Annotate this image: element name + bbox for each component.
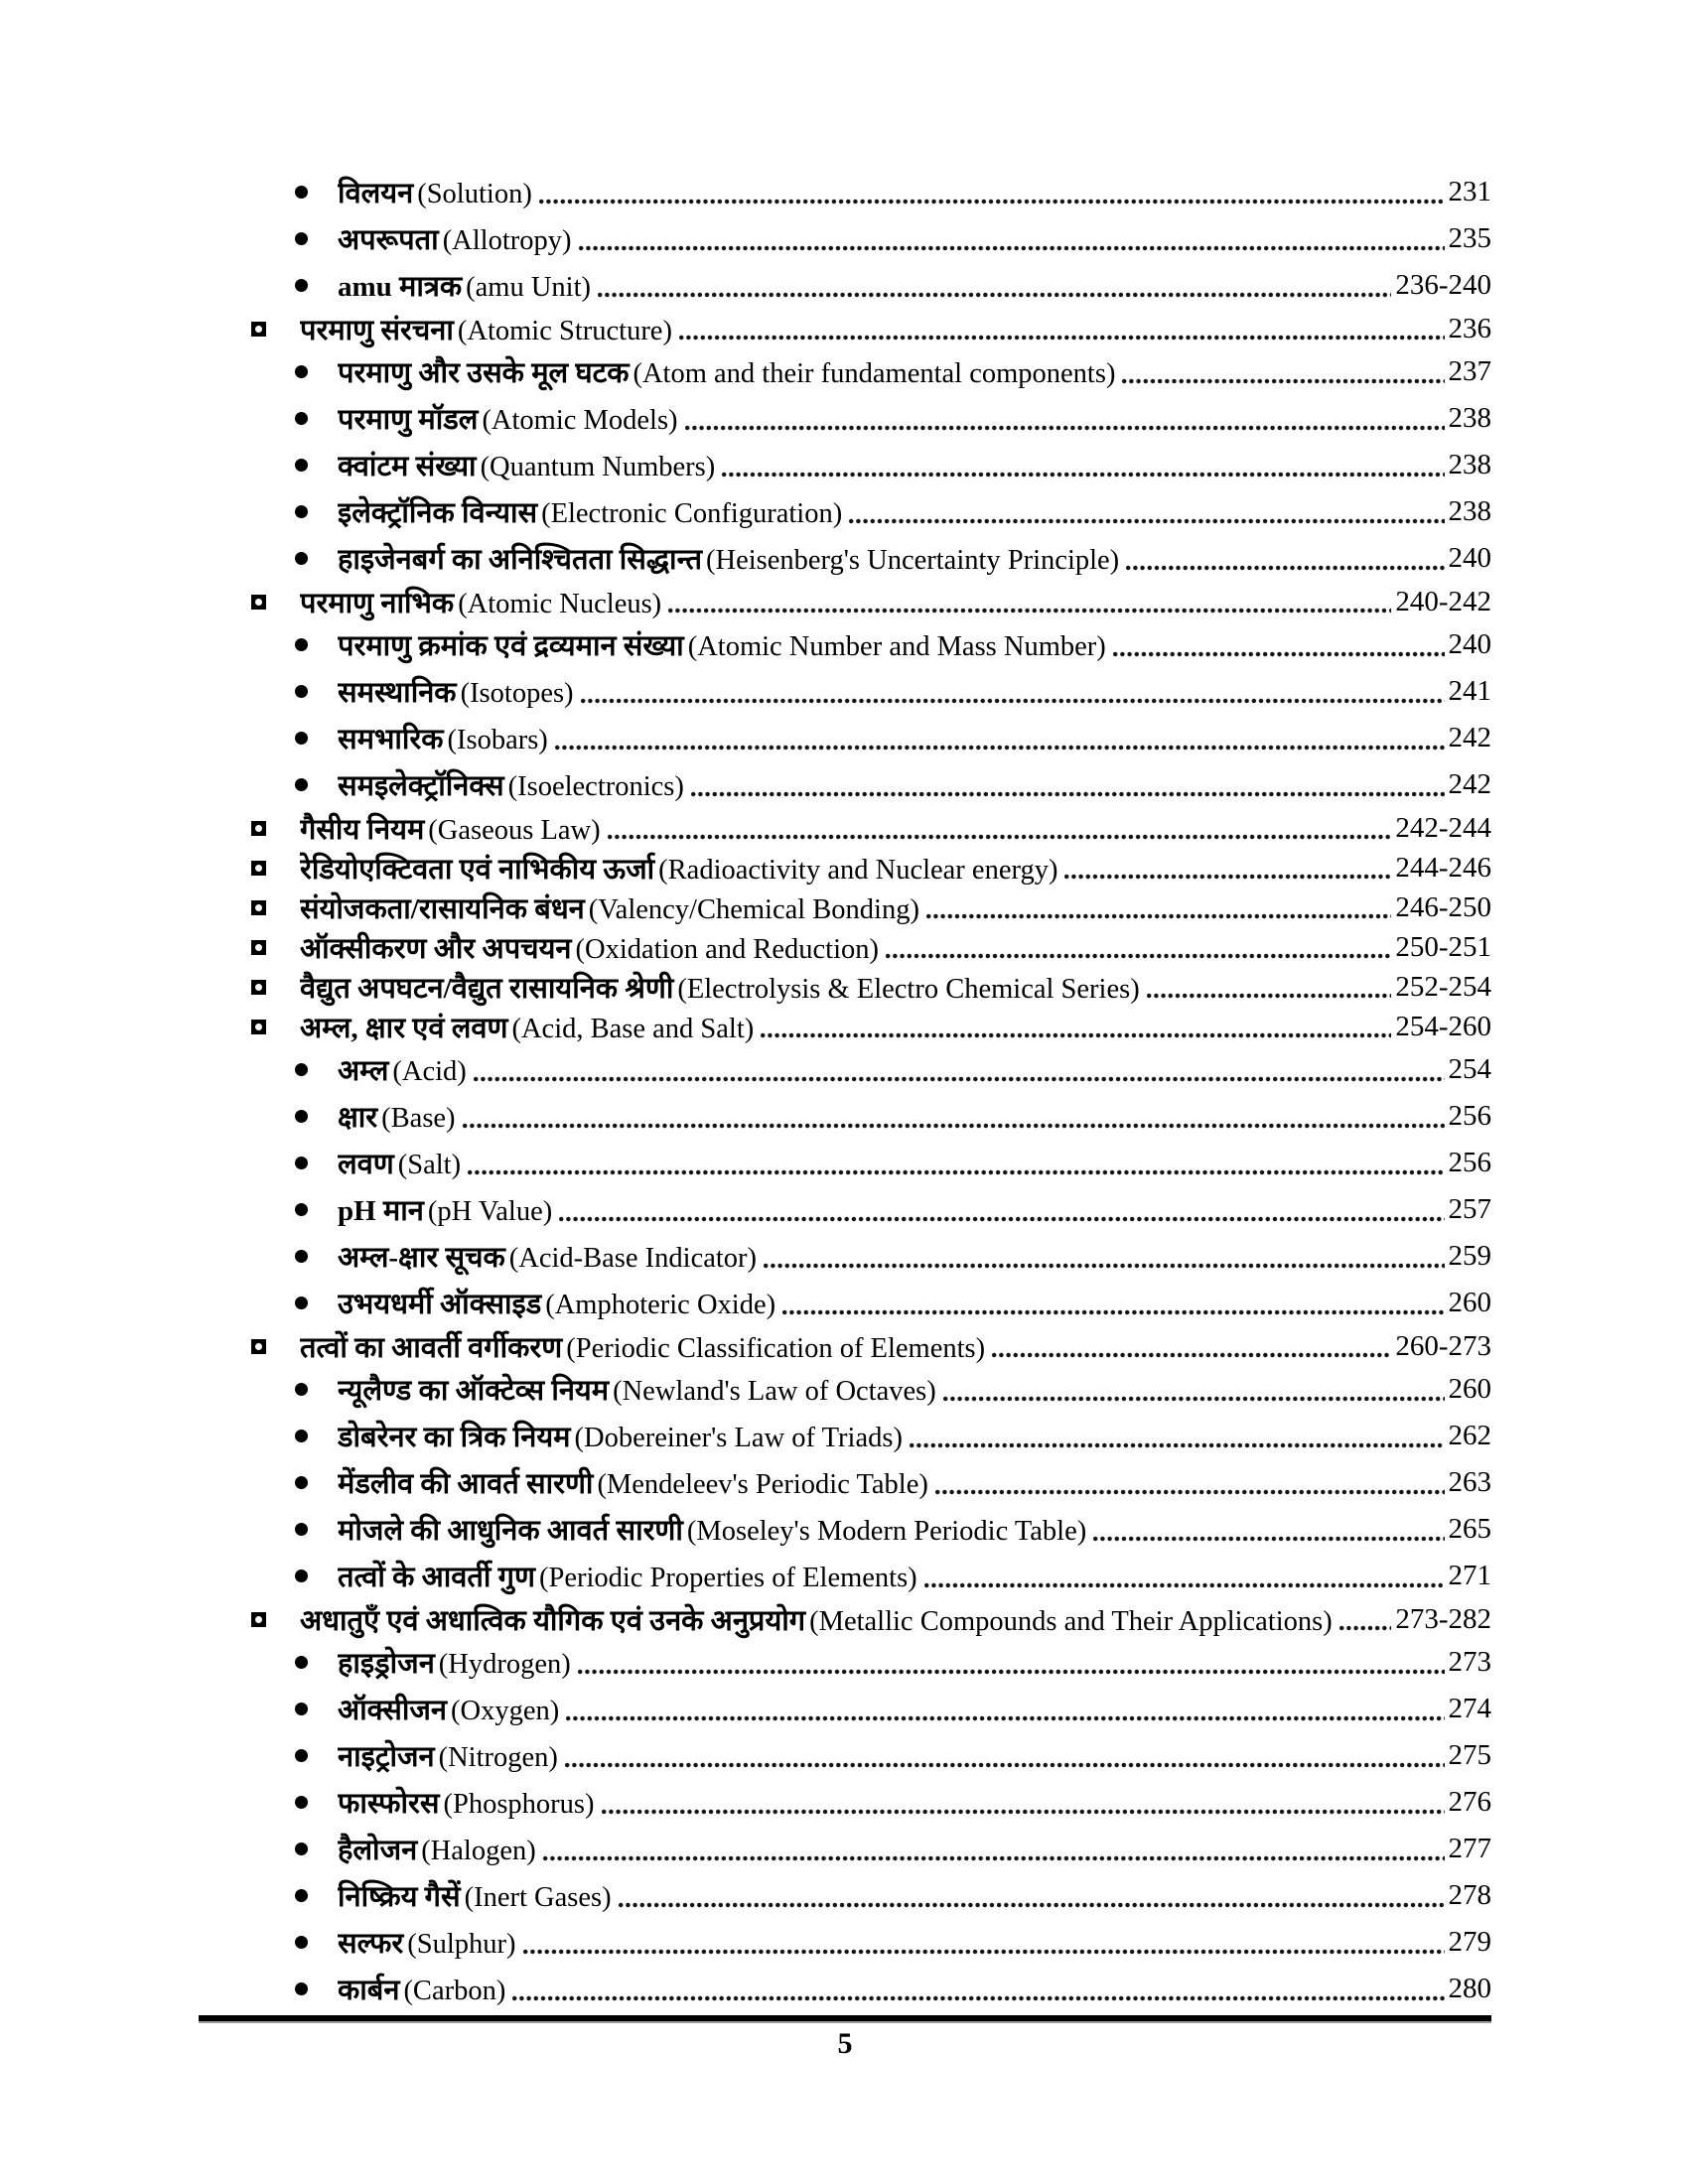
dot-leader [1126,565,1444,571]
dot-leader [578,1669,1445,1675]
toc-entry-label [338,1463,928,1502]
toc-entry-page: 240 [1448,628,1491,660]
dot-leader [523,1949,1445,1955]
toc-entry-page: 256 [1448,1147,1491,1178]
toc-entry-hindi: वैद्युत अपघटन/वैद्युत रासायनिक श्रेणी [300,972,674,1005]
toc-entry-page: 280 [1448,1973,1491,2004]
dot-bullet-icon [295,1936,308,1949]
toc-entry-hindi: नाइट्रोजन [338,1741,435,1773]
toc-item-row [199,1366,1491,1413]
toc-entry-english: (Atomic Nucleus) [458,588,662,619]
dot-leader [910,1442,1445,1448]
toc-item-row [199,1872,1491,1919]
toc-section-row [199,1007,1491,1046]
dot-leader [1093,1536,1444,1542]
dot-leader [1122,378,1444,384]
square-bullet-icon [251,1020,266,1034]
toc-entry-english: (Base) [381,1103,456,1134]
toc-entry-hindi: तत्वों के आवर्ती गुण [338,1562,535,1593]
toc-entry-label [300,888,919,927]
toc-entry-hindi: परमाणु नाभिक [300,587,455,619]
toc-entry-label [338,1557,917,1595]
dot-bullet-icon [295,232,308,245]
toc-entry-english: (Isoelectronics) [507,771,684,802]
dot-leader [539,199,1445,205]
toc-entry-hindi: अम्ल-क्षार सूचक [338,1242,505,1274]
dot-bullet-icon [295,1523,308,1536]
toc-entry-english: (Periodic Properties of Elements) [538,1563,917,1593]
toc-entry-hindi: समइलेक्ट्रॉनिक्स [338,770,504,802]
toc-entry-page: 242 [1448,768,1491,800]
toc-item-row [199,1140,1491,1186]
toc-entry-label [300,583,661,621]
toc-item-row [199,1826,1491,1872]
toc-entry-english: (Salt) [397,1150,462,1180]
dot-bullet-icon [295,778,308,791]
toc-entry-page: 278 [1448,1879,1491,1911]
toc-entry-hindi: कार्बन [338,1975,400,2006]
toc-item-row [199,262,1491,309]
toc-entry-label [338,539,1119,578]
dot-bullet-icon [295,1250,308,1263]
toc-section-row [199,309,1491,348]
toc-section-row [199,808,1491,848]
toc-entry-hindi: मोजले की आधुनिक आवर्त सारणी [338,1515,683,1547]
toc-item-row [199,1186,1491,1233]
toc-entry-label [300,310,672,348]
dot-bullet-icon [295,279,308,292]
toc-entry-label [338,1097,456,1136]
dot-leader [849,518,1444,524]
toc-entry-label [338,1876,612,1915]
dot-leader [598,292,1391,298]
dot-leader [679,335,1445,341]
toc-entry-page: 273-282 [1395,1602,1491,1635]
toc-entry-english: (Hydrogen) [438,1649,571,1680]
toc-entry-hindi: न्यूलैण्ड का ऑक्टेव्स नियम [338,1375,610,1407]
toc-entry-label [338,719,548,757]
toc-entry-label [338,1237,757,1276]
dot-leader [581,698,1445,704]
toc-entry-label [338,1783,595,1822]
dot-leader [691,791,1445,797]
toc-item-row [199,488,1491,535]
toc-entry-english: (Acid-Base Indicator) [508,1243,758,1274]
footer-divider [199,2015,1491,2023]
dot-leader [579,245,1445,251]
toc-entry-label [338,219,572,258]
toc-entry-page: 231 [1448,176,1491,207]
dot-leader [764,1263,1444,1269]
toc-entry-page: 259 [1448,1240,1491,1272]
toc-entry-hindi: डोबरेनर का त्रिक नियम [338,1422,571,1453]
toc-entry-hindi: क्षार [338,1102,378,1134]
toc-entry-english: (Atom and their fundamental components) [633,358,1116,389]
toc-item-row [199,1779,1491,1826]
toc-entry-page: 257 [1448,1193,1491,1225]
toc-item-row [199,535,1491,582]
toc-entry-label [338,765,684,804]
toc-entry-page: 246-250 [1395,890,1491,923]
toc-item-row [199,1280,1491,1326]
toc-entry-english: (Moseley's Modern Periodic Table) [686,1516,1087,1547]
dot-leader [668,608,1391,614]
square-bullet-icon [251,940,266,955]
toc-entry-label [338,1736,558,1775]
toc-entry-label [338,625,1106,664]
toc-entry-label [338,446,715,484]
toc-entry-hindi: परमाणु संरचना [300,314,454,346]
toc-entry-english: (Carbon) [403,1976,506,2006]
toc-entry-hindi: इलेक्ट्रॉनिक विन्यास [338,497,538,529]
toc-entry-hindi: amu मात्रक [338,271,463,303]
dot-leader [943,1396,1445,1402]
toc-entry-english: (Atomic Number and Mass Number) [687,631,1106,662]
toc-section-row [199,848,1491,887]
dot-leader [468,1169,1444,1175]
toc-entry-english: (Sulphur) [407,1929,516,1960]
toc-entry-hindi: क्वांटम संख्या [338,451,477,482]
dot-bullet-icon [295,638,308,651]
toc-entry-hindi: परमाणु क्रमांक एवं द्रव्यमान संख्या [338,630,684,662]
toc-entry-english: (Isobars) [447,725,548,755]
square-bullet-icon [251,821,266,836]
toc-entry-page: 274 [1448,1693,1491,1724]
dot-bullet-icon [295,505,308,518]
toc-entry-label [338,352,1115,391]
dot-bullet-icon [295,1063,308,1076]
toc-item-row [199,1046,1491,1093]
toc-entry-hindi: pH मान [338,1195,424,1227]
toc-entry-english: (Radioactivity and Nuclear energy) [658,854,1058,886]
toc-item-row [199,1966,1491,2012]
toc-item-row [199,1553,1491,1599]
toc-entry-english: (amu Unit) [466,272,592,303]
toc-entry-hindi: लवण [338,1149,394,1180]
toc-entry-english: (Electronic Configuration) [541,498,843,529]
toc-entry-label [338,1050,467,1089]
dot-leader [886,953,1391,959]
toc-entry-english: (pH Value) [427,1196,553,1227]
toc-entry-hindi: अधातुएँ एवं अधात्विक यौगिक एवं उनके अनुप्रयोग [300,1604,806,1637]
toc-item-row [199,668,1491,715]
square-bullet-icon [251,1612,266,1627]
dot-bullet-icon [295,1476,308,1489]
toc-entry-label [338,672,574,711]
toc-list [199,169,1491,2012]
toc-entry-page: 260 [1448,1373,1491,1405]
toc-entry-hindi: परमाणु और उसके मूल घटक [338,357,630,389]
toc-entry-hindi: तत्वों का आवर्ती वर्गीकरण [300,1331,563,1364]
toc-entry-hindi: ऑक्सीकरण और अपचयन [300,932,572,965]
toc-entry-english: (Periodic Classification of Elements) [566,1332,986,1364]
toc-item-row [199,1919,1491,1966]
toc-entry-page: 252-254 [1395,970,1491,1003]
toc-entry-hindi: उभयधर्मी ऑक्साइड [338,1289,542,1320]
toc-entry-english: (Phosphorus) [443,1789,595,1820]
toc-entry-page: 237 [1448,355,1491,387]
toc-entry-label [300,1327,985,1366]
toc-entry-english: (Mendeleev's Periodic Table) [597,1469,928,1500]
toc-entry-hindi: ऑक्सीजन [338,1695,448,1726]
dot-leader [722,472,1444,478]
dot-bullet-icon [295,552,308,565]
toc-entry-english: (Metallic Compounds and Their Applications) [809,1605,1333,1637]
toc-entry-english: (Halogen) [421,1836,536,1866]
toc-entry-label [300,849,1057,887]
toc-entry-hindi: निष्क्रिय गैसें [338,1881,461,1913]
dot-bullet-icon [295,1110,308,1123]
toc-item-row [199,348,1491,395]
toc-entry-label [338,1830,536,1868]
toc-entry-hindi: हाइजेनबर्ग का अनिश्चितता सिद्धान्त [338,544,703,576]
dot-bullet-icon [295,1796,308,1809]
toc-entry-english: (Nitrogen) [438,1742,558,1773]
toc-entry-label [300,1600,1333,1639]
toc-entry-page: 262 [1448,1420,1491,1451]
toc-entry-hindi: फास्फोरस [338,1788,440,1820]
dot-leader [1147,993,1392,999]
toc-entry-page: 242 [1448,722,1491,753]
toc-entry-label [338,399,678,438]
square-bullet-icon [251,322,266,337]
toc-entry-page: 244-246 [1395,851,1491,884]
toc-entry-english: (Valency/Chemical Bonding) [588,893,919,925]
dot-bullet-icon [295,1843,308,1855]
toc-entry-page: 260-273 [1395,1329,1491,1362]
toc-entry-label [338,1144,461,1182]
dot-leader [559,1216,1444,1222]
toc-entry-page: 263 [1448,1466,1491,1498]
toc-section-row [199,1599,1491,1639]
dot-leader [619,1902,1445,1908]
toc-entry-page: 275 [1448,1739,1491,1771]
toc-entry-page: 256 [1448,1100,1491,1132]
square-bullet-icon [251,980,266,995]
dot-leader [1064,874,1391,880]
toc-entry-label [338,1284,775,1322]
toc-entry-hindi: गैसीय नियम [300,813,425,846]
toc-section-row [199,582,1491,621]
toc-section-row [199,967,1491,1007]
dot-bullet-icon [295,1656,308,1669]
toc-entry-hindi: हैलोजन [338,1835,418,1866]
toc-entry-label [338,492,842,531]
square-bullet-icon [251,900,266,915]
dot-leader [566,1715,1444,1721]
toc-entry-hindi: अम्ल, क्षार एवं लवण [300,1012,508,1044]
dot-bullet-icon [295,365,308,378]
dot-leader [602,1809,1445,1815]
toc-entry-page: 273 [1448,1646,1491,1678]
toc-entry-page: 250-251 [1395,930,1491,963]
toc-entry-english: (Dobereiner's Law of Triads) [574,1423,903,1453]
toc-entry-page: 236-240 [1395,269,1491,301]
toc-entry-english: (Gaseous Law) [428,814,601,846]
toc-entry-page: 242-244 [1395,811,1491,844]
toc-item-row [199,621,1491,668]
toc-entry-page: 277 [1448,1833,1491,1864]
toc-entry-english: (Inert Gases) [464,1882,612,1913]
dot-leader [463,1123,1445,1129]
toc-entry-page: 240 [1448,542,1491,574]
square-bullet-icon [251,861,266,876]
toc-entry-label [338,266,591,305]
dot-bullet-icon [295,1157,308,1169]
toc-entry-english: (Quantum Numbers) [480,452,716,482]
square-bullet-icon [251,595,266,610]
dot-bullet-icon [295,412,308,425]
toc-entry-page: 260 [1448,1287,1491,1318]
toc-entry-page: 240-242 [1395,585,1491,617]
toc-entry-page: 241 [1448,675,1491,707]
toc-entry-english: (Oxidation and Reduction) [575,933,880,965]
toc-entry-hindi: समस्थानिक [338,677,457,709]
dot-bullet-icon [295,1297,308,1309]
toc-entry-english: (Acid) [392,1056,467,1087]
dot-bullet-icon [295,1889,308,1902]
toc-entry-english: (Electrolysis & Electro Chemical Series) [677,973,1140,1005]
dot-leader [1113,651,1445,657]
toc-entry-label [338,1190,552,1229]
toc-item-row [199,761,1491,808]
toc-entry-page: 236 [1448,312,1491,344]
toc-entry-english: (Newland's Law of Octaves) [613,1376,936,1407]
dot-leader [512,1995,1444,2001]
dot-bullet-icon [295,1383,308,1396]
dot-bullet-icon [295,1703,308,1715]
toc-entry-english: (Heisenberg's Uncertainty Principle) [706,545,1120,576]
toc-item-row [199,1506,1491,1553]
toc-entry-page: 271 [1448,1560,1491,1591]
toc-entry-label [338,1923,516,1962]
toc-item-row [199,395,1491,442]
dot-bullet-icon [295,1982,308,1995]
dot-leader [474,1076,1445,1082]
toc-item-row [199,1413,1491,1459]
dot-bullet-icon [295,1749,308,1762]
dot-bullet-icon [295,685,308,698]
toc-entry-hindi: मेंडलीव की आवर्त सारणी [338,1468,594,1500]
toc-item-row [199,1093,1491,1140]
toc-entry-page: 235 [1448,222,1491,254]
toc-entry-english: (Allotropy) [442,225,572,256]
dot-leader [782,1309,1444,1315]
dot-leader [935,1489,1445,1495]
toc-item-row [199,1732,1491,1779]
toc-entry-hindi: रेडियोएक्टिवता एवं नाभिकीय ऊर्जा [300,853,655,886]
toc-entry-english: (Isotopes) [460,678,574,709]
toc-entry-label [338,1970,505,2008]
toc-section-row [199,1326,1491,1366]
toc-entry-english: (Atomic Structure) [457,315,672,346]
toc-entry-label [300,1008,754,1046]
dot-bullet-icon [295,1203,308,1216]
toc-section-row [199,887,1491,927]
toc-entry-page: 238 [1448,495,1491,527]
toc-entry-hindi: परमाणु मॉडल [338,404,479,436]
toc-entry-label [338,1370,936,1409]
footer-page-number: 5 [837,2027,853,2060]
toc-item-row [199,1233,1491,1280]
toc-entry-page: 254-260 [1395,1010,1491,1042]
toc-entry-hindi: समभारिक [338,724,444,755]
toc-entry-label [338,1510,1086,1549]
dot-leader [555,745,1445,751]
toc-entry-label [300,809,601,848]
toc-entry-label [338,1417,903,1455]
dot-leader [992,1352,1391,1358]
dot-leader [543,1855,1445,1861]
dot-bullet-icon [295,459,308,472]
square-bullet-icon [251,1339,266,1354]
toc-entry-page: 265 [1448,1513,1491,1545]
toc-entry-hindi: संयोजकता/रासायनिक बंधन [300,892,585,925]
toc-item-row [199,1686,1491,1732]
toc-entry-hindi: सल्फर [338,1928,404,1960]
toc-entry-hindi: हाइड्रोजन [338,1648,435,1680]
toc-entry-page: 279 [1448,1926,1491,1958]
toc-entry-label [338,1690,559,1728]
toc-item-row [199,1639,1491,1686]
dot-leader [926,913,1391,919]
toc-entry-hindi: विलयन [338,178,414,209]
dot-leader [608,834,1392,840]
toc-section-row [199,927,1491,967]
toc-item-row [199,1459,1491,1506]
toc-entry-label [300,968,1140,1007]
dot-bullet-icon [295,186,308,199]
toc-item-row [199,215,1491,262]
toc-entry-page: 238 [1448,402,1491,434]
toc-entry-page: 276 [1448,1786,1491,1818]
toc-entry-english: (Amphoteric Oxide) [545,1290,776,1320]
toc-entry-english: (Acid, Base and Salt) [511,1013,755,1044]
dot-leader [565,1762,1445,1768]
toc-entry-english: (Atomic Models) [482,405,678,436]
dot-bullet-icon [295,732,308,745]
toc-item-row [199,715,1491,761]
toc-item-row [199,442,1491,488]
dot-leader [685,425,1445,431]
dot-bullet-icon [295,1430,308,1442]
toc-item-row [199,169,1491,215]
toc-entry-hindi: अम्ल [338,1055,389,1087]
dot-leader [924,1582,1445,1588]
toc-entry-page: 254 [1448,1053,1491,1085]
toc-entry-label [338,1643,571,1682]
toc-entry-label [338,173,532,211]
toc-entry-hindi: अपरूपता [338,224,439,256]
dot-bullet-icon [295,1570,308,1582]
toc-entry-label [300,928,879,967]
toc-entry-english: (Oxygen) [451,1696,560,1726]
dot-leader [1339,1625,1392,1631]
toc-entry-page: 238 [1448,449,1491,480]
toc-entry-english: (Solution) [417,179,532,209]
dot-leader [761,1032,1391,1038]
